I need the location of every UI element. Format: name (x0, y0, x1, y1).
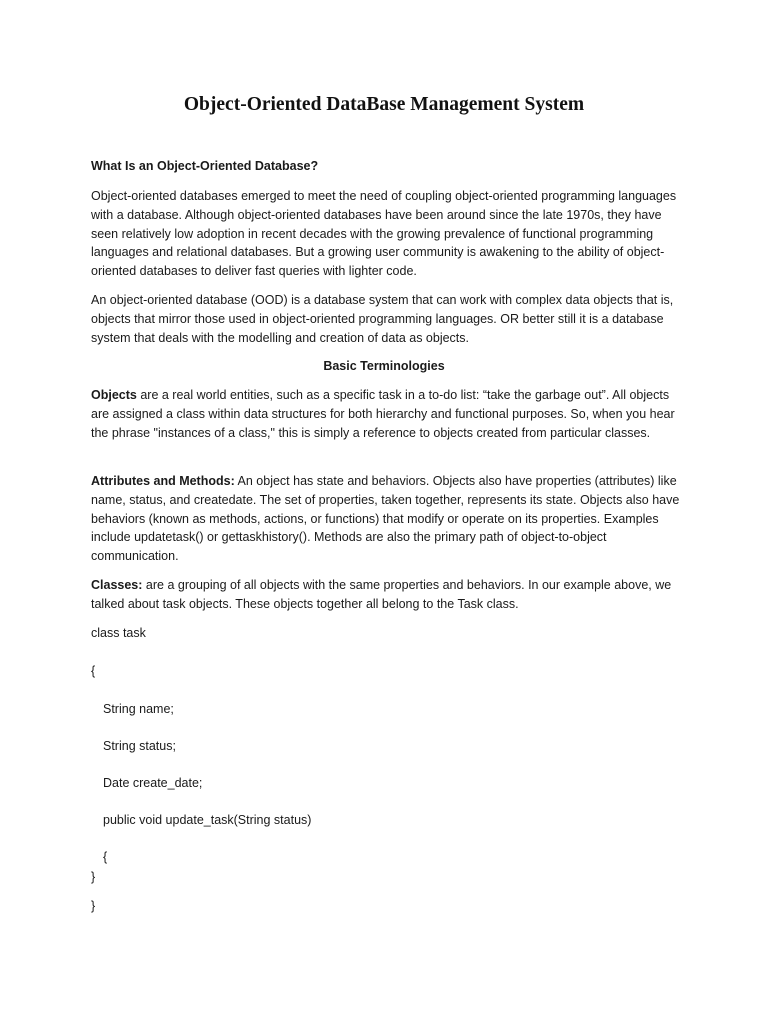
code-line: String status; (103, 739, 176, 753)
document-title: Object-Oriented DataBase Management System (183, 94, 585, 115)
classes-paragraph (91, 576, 681, 614)
code-line: String name; (103, 702, 174, 716)
code-line: { (91, 664, 96, 678)
code-line: { (103, 850, 108, 864)
attributes-paragraph (91, 472, 681, 566)
classes-text: are a grouping of all objects with the same properties and behaviors. In our example above, we talked about task objects. These objects together all belong to the Task class. (91, 578, 672, 611)
objects-text: are a real world entities, such as a specific task in a to-do list: “take the garbage out”. All objects are assigned a class within data structures for both hierarchy and functional purposes. So, when you hear the phrase "instances of a class," this is simply a reference to objects created from particular classes. (91, 388, 675, 440)
definition-paragraph: An object-oriented database (OOD) is a database system that can work with complex data objects that is, objects that mirror those used in object-oriented programming languages. OR better still it is a database system that deals with the modelling and creation of data as objects. (91, 293, 674, 345)
section-heading: What Is an Object-Oriented Database? (91, 159, 319, 173)
attributes-text: An object has state and behaviors. Objects also have properties (attributes) like name, status, and createdate. The set of properties, taken together, represents its state. Objects also have behaviors (known as methods, actions, or functions) that modify or operate on its properties. Examples include updatetask() or gettaskhistory(). Methods are also the primary path of object-to-object communication. (91, 474, 680, 564)
code-line: } (91, 899, 96, 913)
attributes-term: Attributes and Methods: (91, 474, 235, 488)
classes-term: Classes: (91, 578, 143, 592)
code-line: class task (91, 626, 146, 640)
objects-term: Objects (91, 388, 137, 402)
intro-paragraph: Object-oriented databases emerged to meet the need of coupling object-oriented programming languages with a database. Although object-oriented databases have been around since the late 1970s, they have seen relatively low adoption in recent decades with the growing prevalence of functional programming languages and relational databases. But a growing user community is awakening to the ability of object-oriented databases to deliver fast queries with lighter code. (91, 189, 677, 279)
code-line: public void update_task(String status) (103, 813, 312, 827)
code-line: Date create_date; (103, 776, 203, 790)
objects-paragraph (91, 386, 681, 442)
subheading-basic-terminologies: Basic Terminologies (323, 359, 445, 373)
code-line: } (91, 870, 96, 884)
